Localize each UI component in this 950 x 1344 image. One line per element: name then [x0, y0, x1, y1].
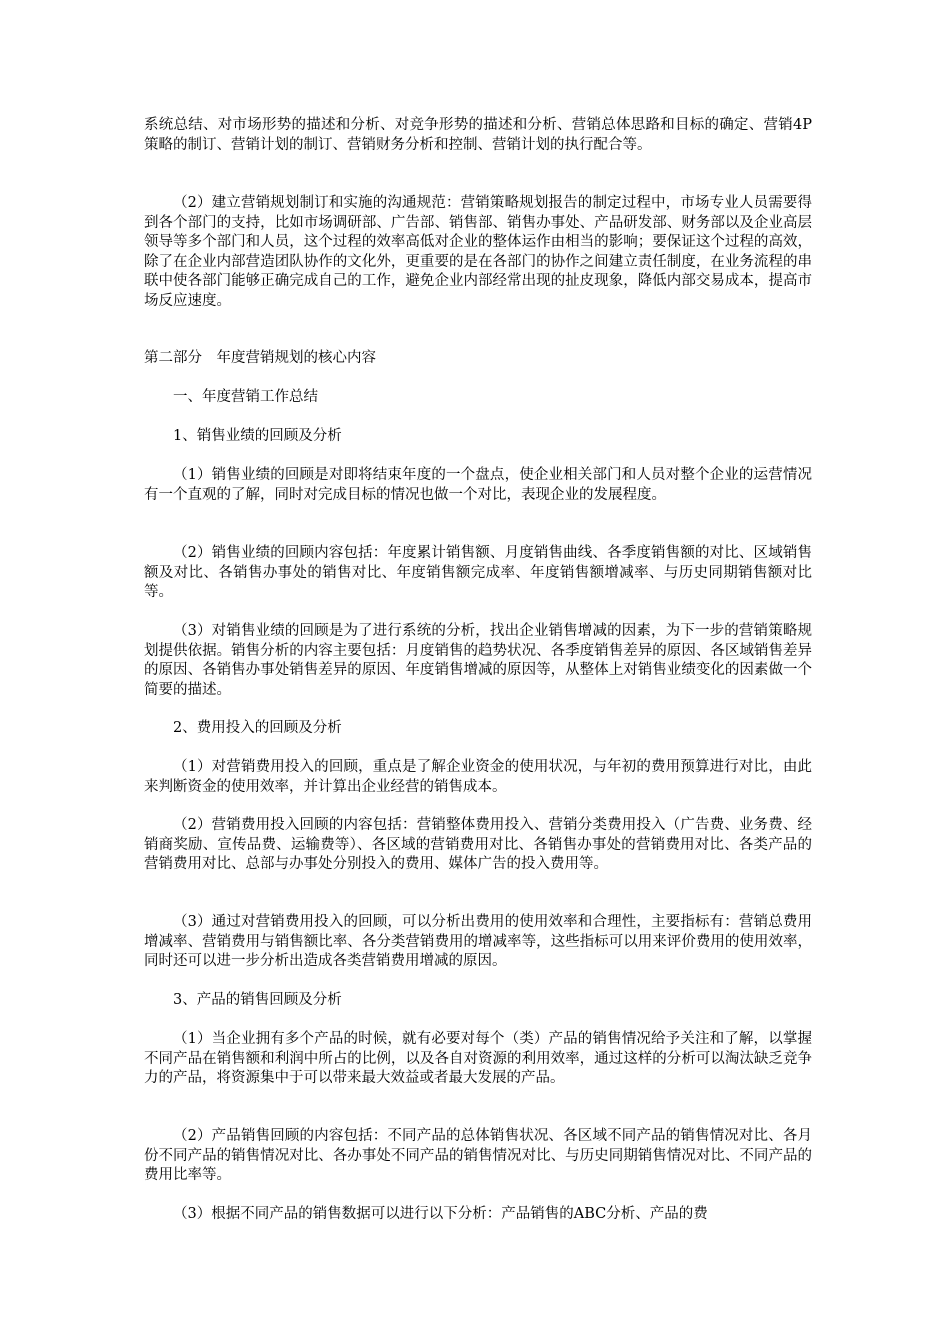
heading-sales-review: 1、销售业绩的回顾及分析	[173, 428, 342, 444]
heading-cost-review: 2、费用投入的回顾及分析	[173, 720, 342, 736]
paragraph-sales-review-1: （1）销售业绩的回顾是对即将结束年度的一个盘点，使企业相关部门和人员对整个企业的运营情况有一个直观的了解，同时对完成目标的情况也做一个对比，表现企业的发展程度。	[144, 467, 812, 503]
paragraph-sales-review-3: （3）对销售业绩的回顾是为了进行系统的分析，找出企业销售增减的因素，为下一步的营销策略规划提供依据。销售分析的内容主要包括：月度销售的趋势状况、各季度销售差异的原因、各区域销售差异的原因、各销售办事处销售差异的原因、年度销售增减的原因等，从整体上对销售业绩变化的因素做一个简要的描述。	[144, 623, 812, 698]
heading-product-review: 3、产品的销售回顾及分析	[173, 992, 342, 1008]
section-heading-part-two: 第二部分 年度营销规划的核心内容	[144, 350, 376, 366]
paragraph-cost-review-2: （2）营销费用投入回顾的内容包括：营销整体费用投入、营销分类费用投入（广告费、业务费、经销商奖励、宣传品费、运输费等）、各区域的营销费用对比、各销售办事处的营销费用对比、各类产品的营销费用对比、总部与办事处分别投入的费用、媒体广告的投入费用等。	[144, 817, 812, 872]
paragraph-product-review-3: （3）根据不同产品的销售数据可以进行以下分析：产品销售的ABC分析、产品的费	[173, 1206, 708, 1222]
paragraph-cost-review-3: （3）通过对营销费用投入的回顾，可以分析出费用的使用效率和合理性，主要指标有：营销总费用增减率、营销费用与销售额比率、各分类营销费用的增减率等，这些指标可以用来评价费用的使用效率，同时还可以进一步分析出造成各类营销费用增减的原因。	[144, 914, 812, 969]
paragraph-product-review-2: （2）产品销售回顾的内容包括：不同产品的总体销售状况、各区域不同产品的销售情况对比、各月份不同产品的销售情况对比、各办事处不同产品的销售情况对比、与历史同期销售情况对比、不同产品的费用比率等。	[144, 1128, 812, 1183]
paragraph-summary-continued: 系统总结、对市场形势的描述和分析、对竞争形势的描述和分析、营销总体思路和目标的确定、营销4P策略的制订、营销计划的制订、营销财务分析和控制、营销计划的执行配合等。	[144, 117, 812, 153]
heading-annual-summary: 一、年度营销工作总结	[173, 389, 318, 405]
paragraph-product-review-1: （1）当企业拥有多个产品的时候，就有必要对每个（类）产品的销售情况给予关注和了解，以掌握不同产品在销售额和利润中所占的比例，以及各自对资源的利用效率，通过这样的分析可以淘汰缺乏竞争力的产品，将资源集中于可以带来最大效益或者最大发展的产品。	[144, 1031, 812, 1086]
paragraph-cost-review-1: （1）对营销费用投入的回顾，重点是了解企业资金的使用状况，与年初的费用预算进行对比，由此来判断资金的使用效率，并计算出企业经营的销售成本。	[144, 759, 812, 795]
paragraph-sales-review-2: （2）销售业绩的回顾内容包括：年度累计销售额、月度销售曲线、各季度销售额的对比、区域销售额及对比、各销售办事处的销售对比、年度销售额完成率、年度销售额增减率、与历史同期销售额对比等。	[144, 545, 812, 600]
paragraph-communication-norms: （2）建立营销规划制订和实施的沟通规范：营销策略规划报告的制定过程中，市场专业人员需要得到各个部门的支持，比如市场调研部、广告部、销售部、销售办事处、产品研发部、财务部以及企业高层领导等多个部门和人员，这个过程的效率高低对企业的整体运作由相当的影响；要保证这个过程的高效，除了在企业内部营造团队协作的文化外，更重要的是在各部门的协作之间建立责任制度，在业务流程的串联中使各部门能够正确完成自己的工作，避免企业内部经常出现的扯皮现象，降低内部交易成本，提高市场反应速度。	[144, 195, 812, 309]
